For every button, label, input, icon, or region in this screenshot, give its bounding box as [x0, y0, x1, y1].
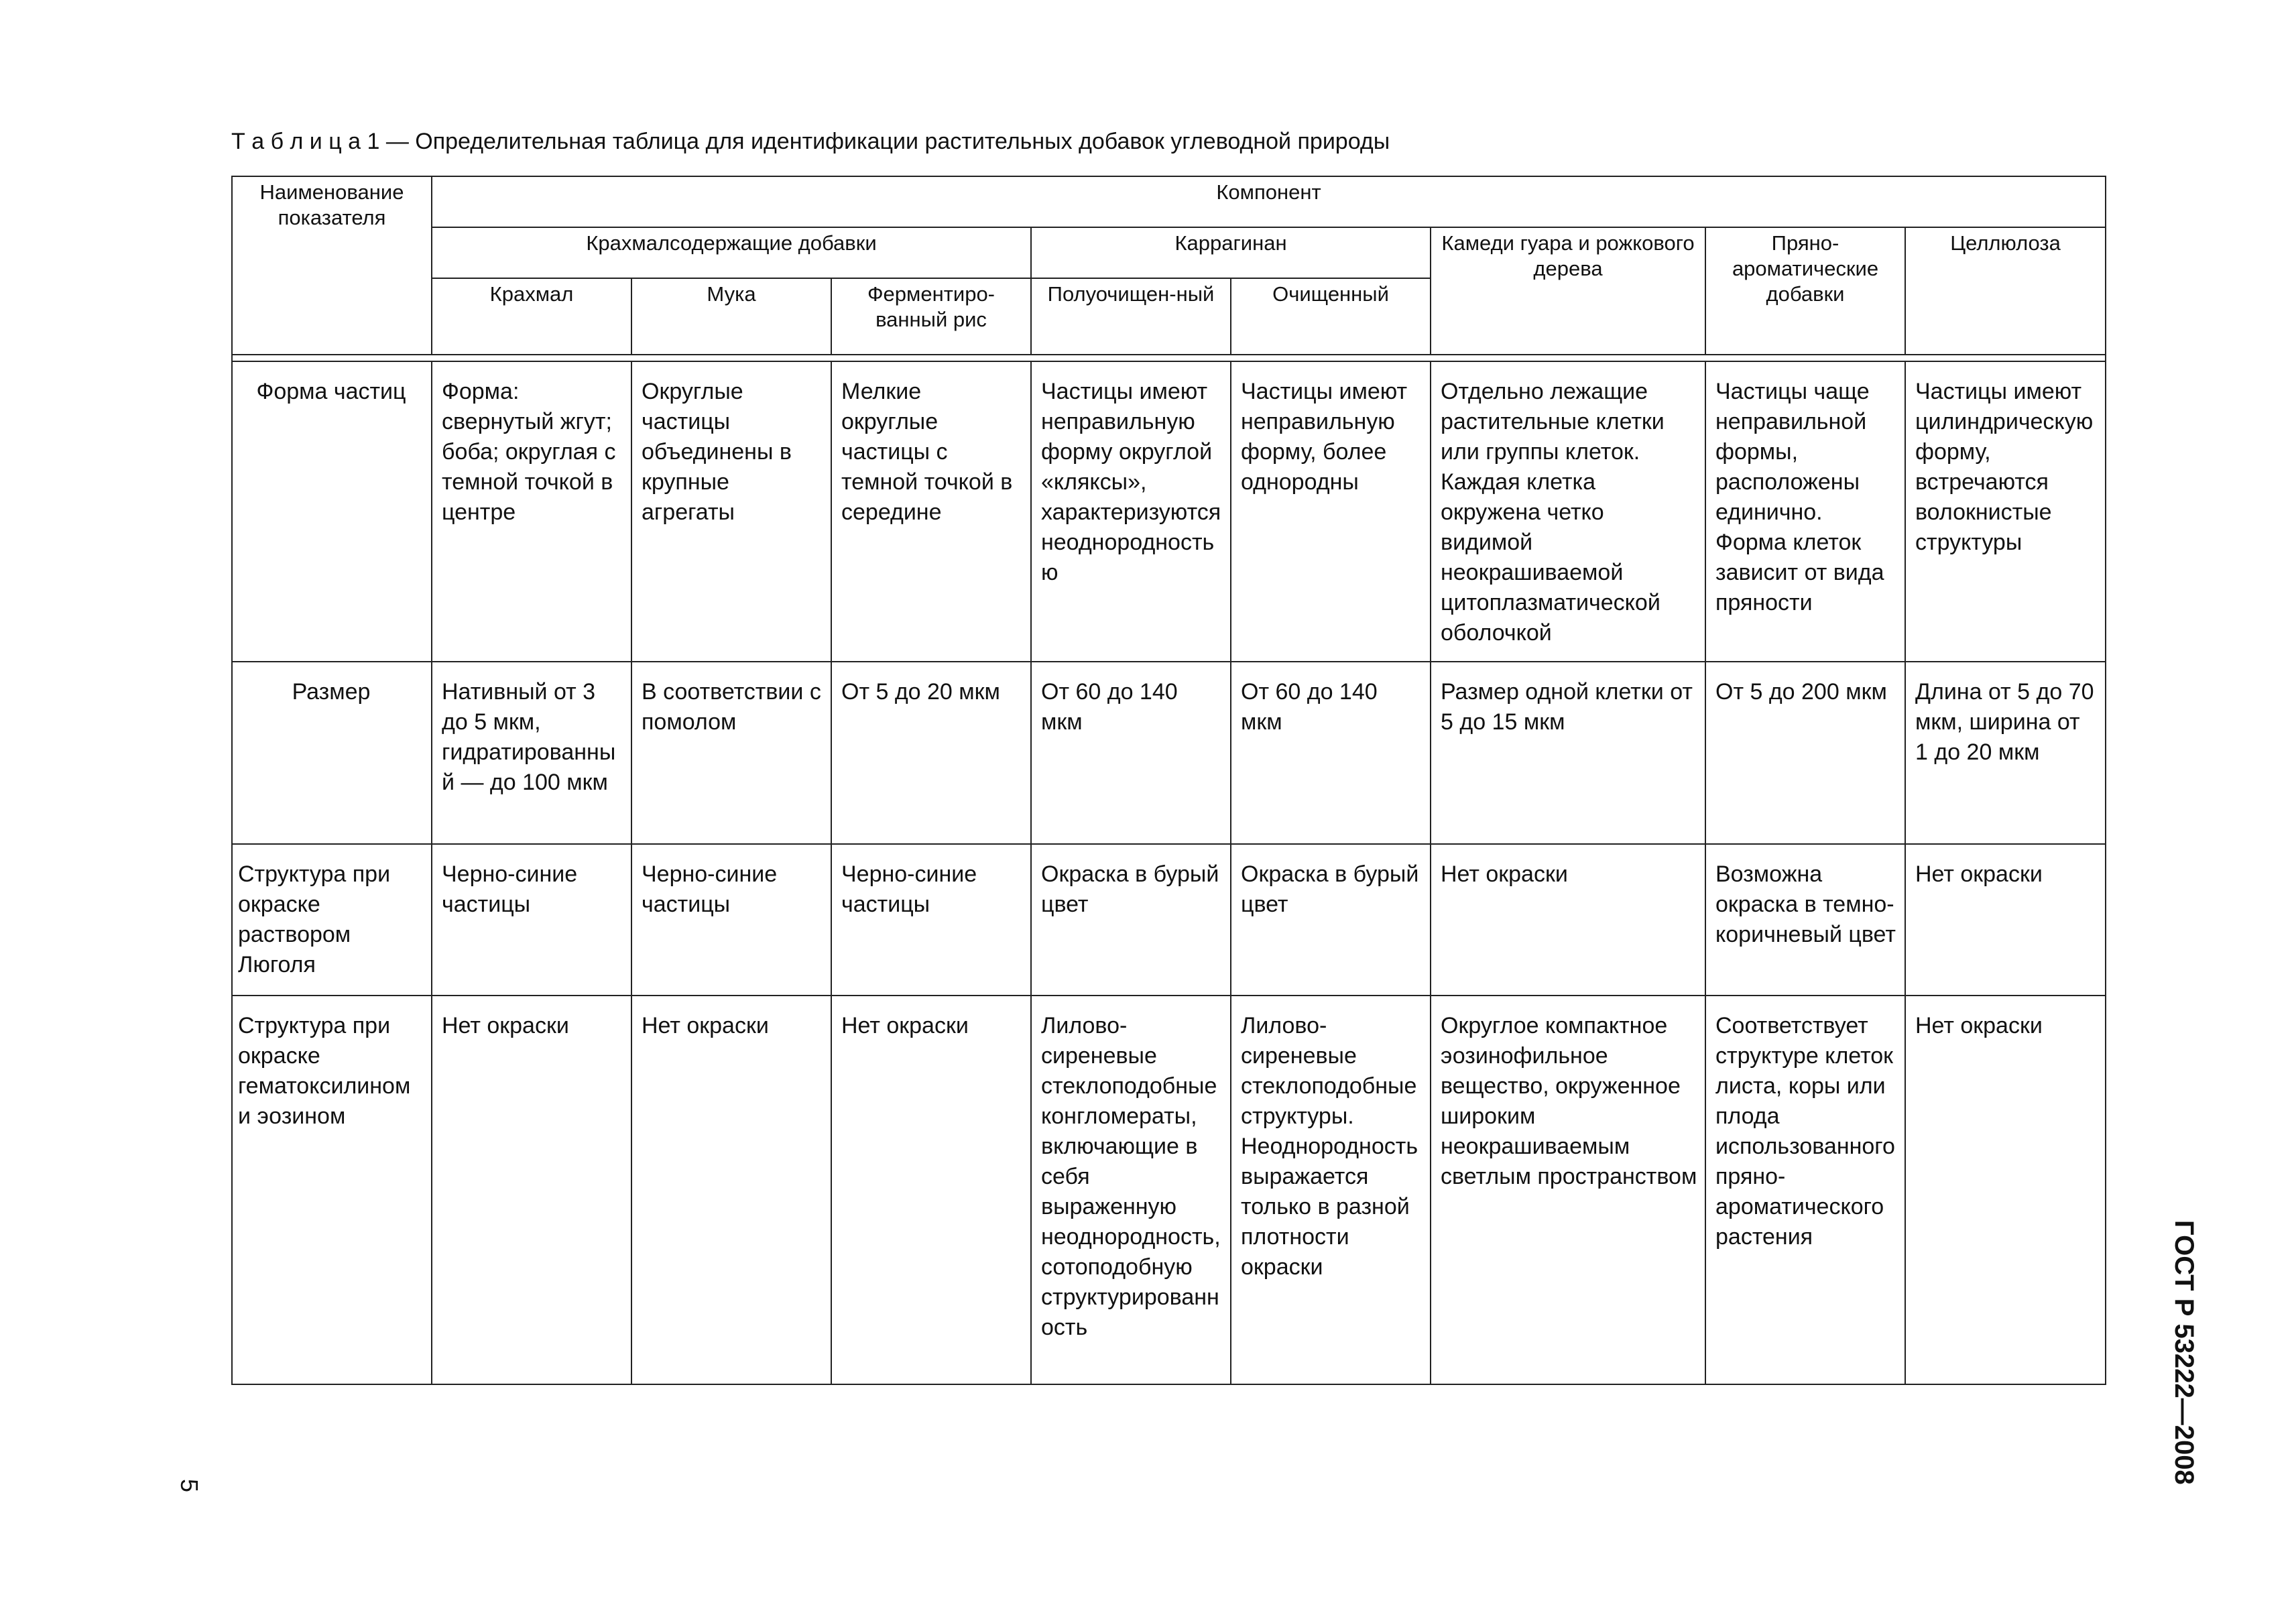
table-cell: От 5 до 200 мкм: [1705, 662, 1905, 844]
table-cell: Длина от 5 до 70 мкм, ширина от 1 до 20 мкм: [1905, 662, 2106, 844]
table-row: [232, 361, 2106, 662]
table-cell: Нет окраски: [1431, 844, 1705, 996]
table-cell: От 60 до 140 мкм: [1031, 662, 1231, 844]
table-cell: Окраска в бурый цвет: [1031, 844, 1231, 996]
table-cell: Отдельно лежащие растительные клетки или группы клеток. Каждая клетка окружена четко видимой неокрашиваемой цитоплазматической оболочкой: [1431, 361, 1705, 662]
table-cell: Частицы чаще неправильной формы, расположены единично. Форма клеток зависит от вида пряности: [1705, 361, 1905, 662]
header-separator: [232, 355, 2106, 361]
table-cell: Мелкие округлые частицы с темной точкой в середине: [831, 361, 1031, 662]
table-cell: Окраска в бурый цвет: [1231, 844, 1431, 996]
table-cell: От 60 до 140 мкм: [1231, 662, 1431, 844]
separator-line: [232, 355, 2106, 361]
table-cell: Округлые частицы объединены в крупные агрегаты: [631, 361, 831, 662]
header-refined: Очищенный: [1231, 278, 1431, 355]
standard-designation: ГОСТ Р 53222—2008: [2169, 1220, 2199, 1485]
table-row: [232, 662, 2106, 844]
header-flour: Мука: [631, 278, 831, 355]
identification-table: [231, 176, 2106, 1385]
table-cell: Размер одной клетки от 5 до 15 мкм: [1431, 662, 1705, 844]
row-label: Структура при окраске раствором Люголя: [232, 844, 432, 996]
table-cell: Округлое компактное эозинофильное вещество, окруженное широким неокрашиваемым светлым пространством: [1431, 996, 1705, 1384]
table-cell: Форма: свернутый жгут; боба; округлая с темной точкой в центре: [432, 361, 631, 662]
row-label: Размер: [232, 662, 432, 844]
row-label: Структура при окраске гематоксилином и эозином: [232, 996, 432, 1384]
table-cell: Черно-синие частицы: [631, 844, 831, 996]
table-cell: Частицы имеют неправильную форму, более однородны: [1231, 361, 1431, 662]
table-cell: Нет окраски: [1905, 996, 2106, 1384]
table-cell: Нет окраски: [1905, 844, 2106, 996]
header-component: Компонент: [432, 176, 2106, 227]
header-fermented-rice: Ферментиро-ванный рис: [831, 278, 1031, 355]
table-cell: Частицы имеют неправильную форму округлой «кляксы», характеризуются неоднородностью: [1031, 361, 1231, 662]
header-gums: Камеди гуара и рожкового дерева: [1431, 227, 1705, 355]
header-carrageenan-group: Каррагинан: [1031, 227, 1431, 278]
table-row: [232, 996, 2106, 1384]
table-cell: Возможна окраска в темно-коричневый цвет: [1705, 844, 1905, 996]
table-cell: Частицы имеют цилиндрическую форму, встречаются волокнистые структуры: [1905, 361, 2106, 662]
table-cell: От 5 до 20 мкм: [831, 662, 1031, 844]
header-starch-group: Крахмалсодержащие добавки: [432, 227, 1031, 278]
header-indicator: Наименование показателя: [232, 176, 432, 355]
table-cell: Нет окраски: [432, 996, 631, 1384]
table-cell: Черно-синие частицы: [432, 844, 631, 996]
header-semi-refined: Полуочищен-ный: [1031, 278, 1231, 355]
header-cellulose: Целлюлоза: [1905, 227, 2106, 355]
table-cell: В соответствии с помолом: [631, 662, 831, 844]
table-cell: Лилово-сиреневые стеклоподобные структуры. Неоднородность выражается только в разной плотности окраски: [1231, 996, 1431, 1384]
table-cell: Нет окраски: [831, 996, 1031, 1384]
table-cell: Нет окраски: [631, 996, 831, 1384]
table-caption: Т а б л и ц а 1 — Определительная таблица для идентификации растительных добавок углеводной природы: [231, 129, 1390, 154]
header-starch: Крахмал: [432, 278, 631, 355]
table-cell: Соответствует структуре клеток листа, коры или плода использованного пряно-ароматического растения: [1705, 996, 1905, 1384]
table-cell: Нативный от 3 до 5 мкм, гидратированный — до 100 мкм: [432, 662, 631, 844]
table-cell: Черно-синие частицы: [831, 844, 1031, 996]
row-label: Форма частиц: [232, 361, 432, 662]
header-spices: Пряно-ароматические добавки: [1705, 227, 1905, 355]
table-row: [232, 844, 2106, 996]
page-number: 5: [176, 1478, 204, 1493]
table-cell: Лилово-сиреневые стеклоподобные конгломераты, включающие в себя выраженную неоднородность, сотоподобную структурированность: [1031, 996, 1231, 1384]
